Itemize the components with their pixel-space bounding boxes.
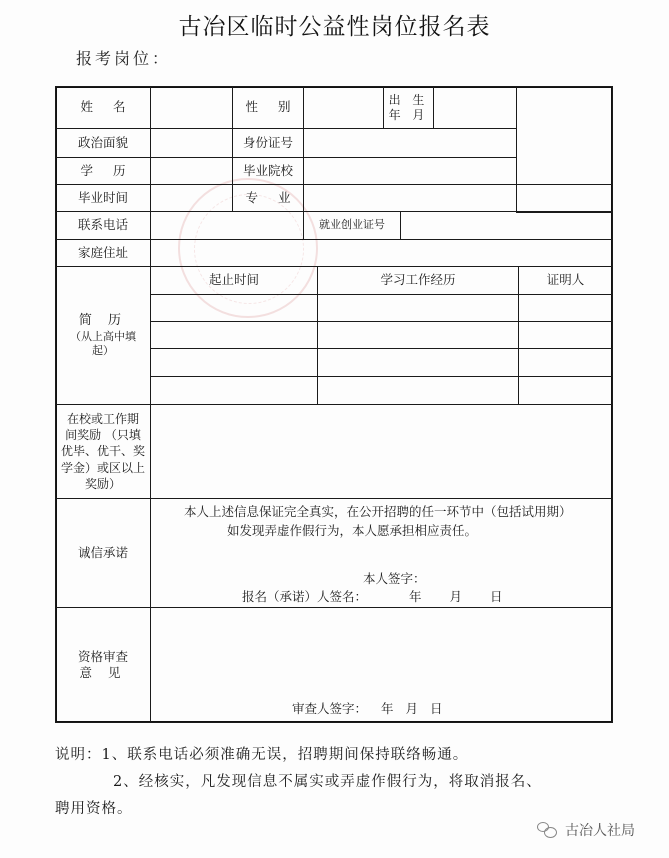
sign-year: 年: [409, 589, 422, 604]
education-field[interactable]: [150, 157, 233, 185]
sign-month: 月: [449, 589, 463, 604]
resume-row-3-period[interactable]: [150, 348, 318, 377]
resume-row-2-period[interactable]: [150, 321, 318, 349]
resume-row-4-reference[interactable]: [518, 376, 613, 405]
resume-col-period: 起止时间: [150, 266, 318, 295]
wechat-icon: [537, 821, 559, 839]
note-line-3: 聘用资格。: [55, 801, 133, 817]
resume-row-2-experience[interactable]: [317, 321, 519, 349]
resume-label-line3: 起）: [92, 343, 114, 357]
awards-label-line1: 在校或工作期: [66, 412, 139, 427]
sign-day: 日: [490, 589, 503, 604]
major-field[interactable]: [303, 184, 613, 212]
politics-label: 政治面貌: [55, 128, 151, 158]
review-label-line2: 意 见: [79, 665, 127, 680]
self-signature-label[interactable]: 本人签字：: [363, 571, 426, 586]
resume-col-reference: 证明人: [518, 266, 613, 295]
resume-col-experience: 学习工作经历: [317, 266, 519, 295]
resume-label-line1: 简 历: [78, 312, 128, 328]
name-label: 姓 名: [55, 86, 151, 129]
graduation-time-field[interactable]: [150, 184, 233, 212]
resume-row-1-experience[interactable]: [317, 294, 519, 322]
integrity-label: 诚信承诺: [55, 498, 151, 608]
review-month: 月: [405, 701, 419, 716]
resume-row-1-period[interactable]: [150, 294, 318, 322]
resume-row-4-period[interactable]: [150, 376, 318, 405]
review-year: 年: [381, 701, 394, 716]
signer-label: 报名（承诺）人签名：: [242, 589, 368, 604]
politics-field[interactable]: [150, 128, 233, 158]
birth-date-label: [383, 86, 434, 129]
page-title: 古冶区临时公益性岗位报名表: [178, 14, 491, 40]
awards-label: [55, 404, 151, 499]
gender-label: 性 别: [232, 86, 304, 129]
resume-label: [55, 266, 151, 405]
resume-label-line2: （从上高中填: [70, 329, 136, 343]
integrity-text-line2: 如发现弄虚作假行为，本人愿承担相应责任。: [227, 523, 478, 538]
signer-signature-line[interactable]: [242, 587, 503, 605]
id-number-field[interactable]: [303, 128, 517, 158]
gender-field[interactable]: [303, 86, 384, 129]
resume-row-3-reference[interactable]: [518, 348, 613, 377]
major-label: 专 业: [232, 184, 304, 212]
watermark-text: 古冶人社局: [565, 823, 635, 839]
awards-label-line4: 学金）或区以上: [60, 460, 145, 475]
reviewer-signature-line[interactable]: [292, 699, 443, 717]
id-number-label: 身份证号: [232, 128, 304, 158]
address-label: 家庭住址: [55, 239, 151, 267]
source-watermark: [537, 820, 635, 840]
review-label-line1: 资格审查: [77, 648, 128, 664]
employment-cert-label: 就业创业证号: [303, 211, 401, 240]
birth-date-field[interactable]: [433, 86, 517, 129]
reviewer-label: 审查人签字：: [292, 701, 368, 716]
awards-label-line5: 奖励）: [84, 476, 121, 491]
phone-label: 联系电话: [55, 211, 151, 240]
awards-field[interactable]: [150, 404, 613, 499]
school-field[interactable]: [303, 157, 517, 185]
awards-label-line3: 优毕、优干、奖: [60, 444, 145, 459]
education-label: 学 历: [55, 157, 151, 185]
name-field[interactable]: [150, 86, 233, 129]
phone-field[interactable]: [150, 211, 304, 240]
post-label: 报考岗位：: [76, 49, 172, 68]
resume-row-4-experience[interactable]: [317, 376, 519, 405]
employment-cert-field[interactable]: [400, 211, 613, 240]
graduation-time-label: 毕业时间: [55, 184, 151, 212]
address-field[interactable]: [150, 239, 613, 267]
birth-label-line2: 年 月: [388, 107, 429, 122]
review-label: [55, 607, 151, 723]
note-line-1: 说明：1、联系电话必须准确无误，招聘期间保持联络畅通。: [55, 747, 469, 763]
awards-label-line2: 间奖励 （只填: [65, 428, 141, 443]
birth-label-line1: 出 生: [388, 93, 429, 108]
note-line-2: 2、经核实，凡发现信息不属实或弄虚作假行为，将取消报名、: [113, 774, 542, 790]
resume-row-3-experience[interactable]: [317, 348, 519, 377]
resume-row-1-reference[interactable]: [518, 294, 613, 322]
school-label: 毕业院校: [232, 157, 304, 185]
review-day: 日: [430, 701, 443, 716]
resume-row-2-reference[interactable]: [518, 321, 613, 349]
integrity-text-line1: 本人上述信息保证完全真实，在公开招聘的任一环节中（包括试用期）: [184, 504, 572, 519]
